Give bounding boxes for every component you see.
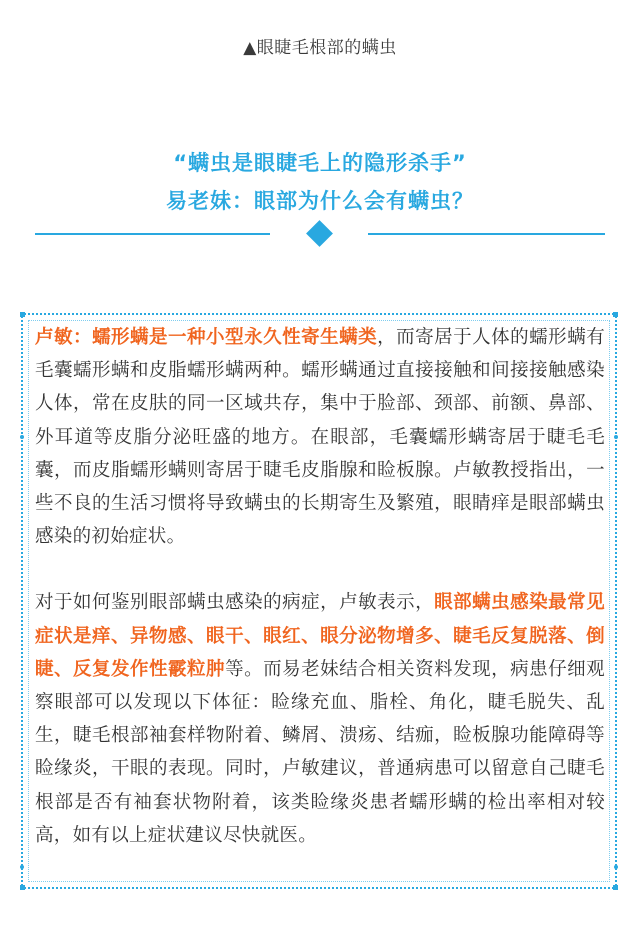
frame-side-dot-icon bbox=[20, 865, 24, 869]
frame-corner-icon bbox=[613, 312, 618, 317]
frame-corner-icon bbox=[20, 885, 25, 890]
section-heading-question: 易老妹：眼部为什么会有螨虫？ bbox=[166, 189, 474, 213]
image-caption: ▲眼睫毛根部的螨虫 bbox=[243, 38, 397, 58]
paragraph-2 bbox=[35, 586, 605, 852]
paragraph-2-highlight: 眼部螨虫感染最常见症状是痒、异物感、眼干、眼红、眼分泌物增多、睫毛反复脱落、倒睫、反复发作性霰粒肿 bbox=[35, 592, 605, 680]
frame-corner-icon bbox=[20, 312, 25, 317]
frame-side-dot-icon bbox=[614, 435, 618, 439]
frame-corner-icon bbox=[613, 885, 618, 890]
divider-line-right bbox=[368, 233, 605, 235]
paragraph-1-highlight: 卢敏：蠕形螨是一种小型永久性寄生螨类 bbox=[35, 327, 378, 348]
paragraph-2-text-after: 等。而易老妹结合相关资料发现，病患仔细观察眼部可以发现以下体征：睑缘充血、脂栓、角化，睫毛脱失、乱生，睫毛根部袖套样物附着、鳞屑、溃疡、结痂，睑板腺功能障碍等睑缘炎，干眼的表现。同时，卢敏建议，普通病患可以留意自己睫毛根部是否有袖套状物附着，该类睑缘炎患者蠕形螨的检出率相对较高，如有以上症状建议尽快就医。 bbox=[35, 658, 605, 846]
divider-line-left bbox=[35, 233, 270, 235]
frame-side-dot-icon bbox=[614, 865, 618, 869]
paragraph-1 bbox=[35, 321, 605, 553]
frame-side-dot-icon bbox=[20, 435, 24, 439]
paragraph-2-text-before: 对于如何鉴别眼部螨虫感染的病症，卢敏表示， bbox=[35, 592, 435, 614]
paragraph-1-text: ，而寄居于人体的蠕形螨有毛囊蠕形螨和皮脂蠕形螨两种。蠕形螨通过直接接触和间接接触感染人体，常在皮肤的同一区域共存，集中于脸部、颈部、前额、鼻部、外耳道等皮脂分泌旺盛的地方。在眼部，毛囊蠕形螨寄居于睫毛毛囊，而皮脂蠕形螨则寄居于睫毛皮脂腺和睑板腺。卢敏教授指出，一些不良的生活习惯将导致螨虫的长期寄生及繁殖，眼睛痒是眼部螨虫感染的初始症状。 bbox=[35, 327, 605, 548]
section-heading-quote: “螨虫是眼睫毛上的隐形杀手” bbox=[173, 151, 467, 175]
article-body bbox=[35, 321, 605, 852]
diamond-ornament-icon bbox=[306, 220, 333, 247]
